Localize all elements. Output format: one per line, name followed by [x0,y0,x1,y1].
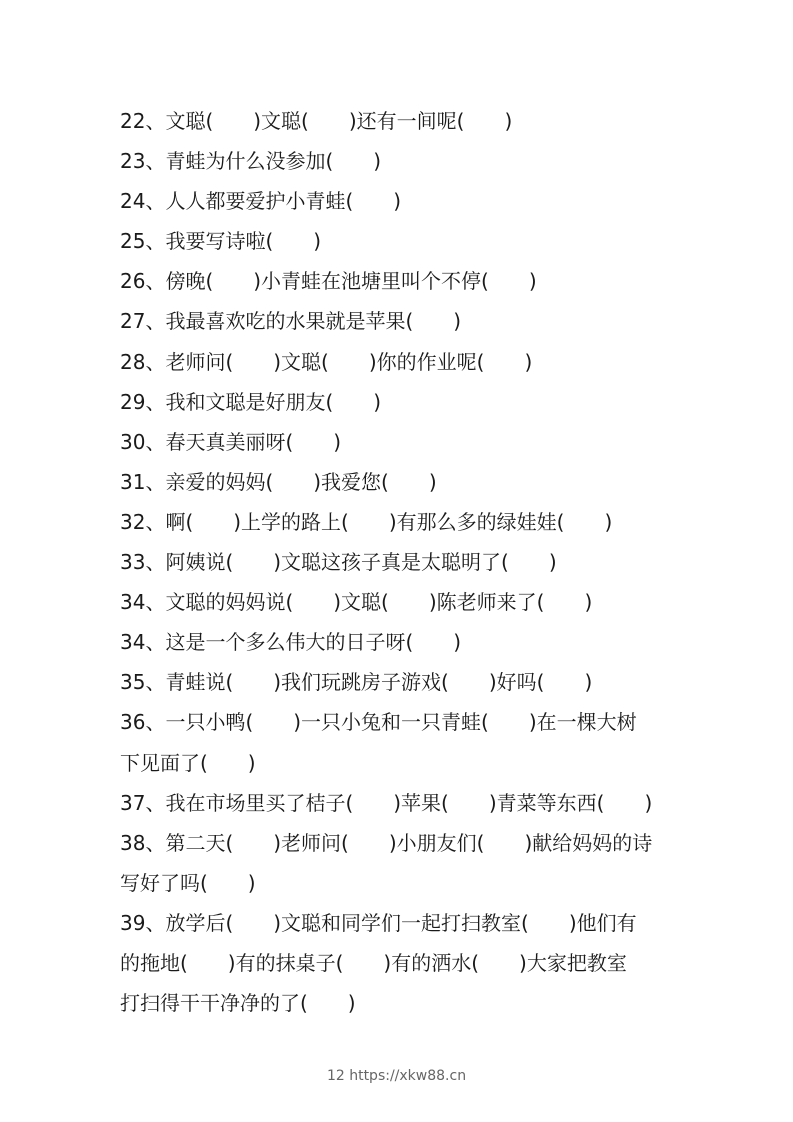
text-line: 36、一只小鸭( )一只小兔和一只青蛙( )在一棵大树 [120,710,637,735]
page-footer: 12 https://xkw88.cn [326,1068,467,1084]
text-line: 34、文聪的妈妈说( )文聪( )陈老师来了( ) [120,590,593,615]
text-line: 下见面了( ) [120,750,256,775]
text-line: 32、啊( )上学的路上( )有那么多的绿娃娃( ) [120,509,613,534]
question-list [120,101,680,1023]
text-line: 28、老师问( )文聪( )你的作业呢( ) [120,349,533,374]
text-line: 打扫得干干净净的了( ) [120,991,356,1016]
text-line: 33、阿姨说( )文聪这孩子真是太聪明了( ) [120,550,557,575]
text-line: 31、亲爱的妈妈( )我爱您( ) [120,469,437,494]
text-line: 38、第二天( )老师问( )小朋友们( )献给妈妈的诗 [120,830,653,855]
text-line: 写好了吗( ) [120,870,256,895]
text-line: 23、青蛙为什么没参加( ) [120,149,382,174]
text-line: 的拖地( )有的抹桌子( )有的洒水( )大家把教室 [120,950,627,975]
text-line: 30、春天真美丽呀( ) [120,429,342,454]
text-line: 37、我在市场里买了桔子( )苹果( )青菜等东西( ) [120,790,653,815]
text-line: 24、人人都要爱护小青蛙( ) [120,189,402,214]
text-line: 26、傍晚( )小青蛙在池塘里叫个不停( ) [120,269,537,294]
text-line: 29、我和文聪是好朋友( ) [120,389,382,414]
text-line: 35、青蛙说( )我们玩跳房子游戏( )好吗( ) [120,670,593,695]
text-line: 25、我要写诗啦( ) [120,229,322,254]
text-line: 27、我最喜欢吃的水果就是苹果( ) [120,309,462,334]
text-line: 34、这是一个多么伟大的日子呀( ) [120,630,462,655]
text-line: 39、放学后( )文聪和同学们一起打扫教室( )他们有 [120,910,637,935]
text-line: 22、文聪( )文聪( )还有一间呢( ) [120,109,513,133]
